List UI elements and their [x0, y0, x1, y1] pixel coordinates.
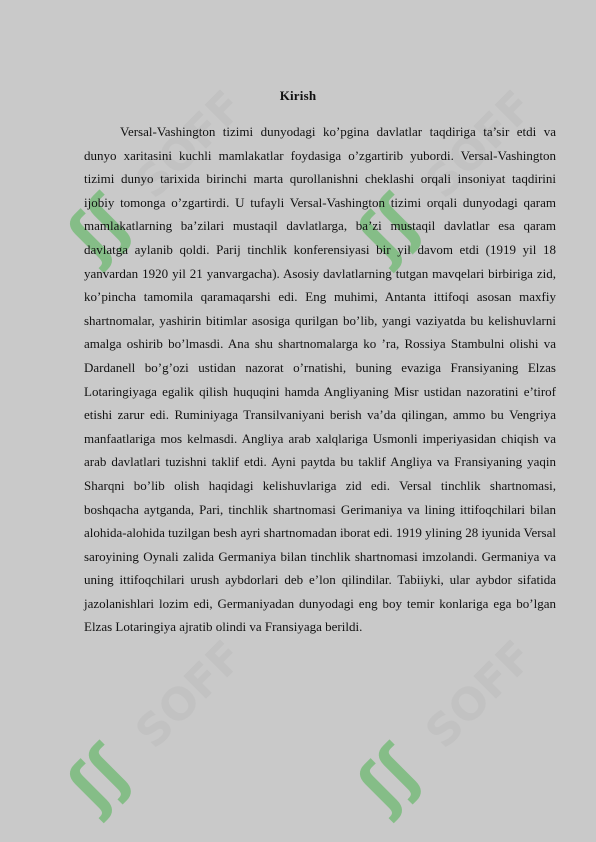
watermark-mark: ʃʃ	[54, 183, 145, 274]
watermark-logo	[330, 615, 549, 834]
svg-text:SOFF: SOFF	[415, 630, 544, 759]
svg-text:ʃʃ: ʃʃ	[344, 733, 435, 824]
svg-text:ʃʃ: ʃʃ	[344, 183, 435, 274]
watermark-text: SOFF	[125, 80, 254, 209]
watermark-logo	[40, 615, 259, 834]
page-title: Kirish	[279, 88, 317, 103]
svg-text:SOFF: SOFF	[415, 80, 544, 209]
svg-text:ʃʃ: ʃʃ	[54, 733, 145, 824]
body-paragraph: Versal-Vashington tizimi dunyodagi ko’pgina davlatlar taqdiriga ta’sir etdi va dunyo xaritasini kuchli mamlakatlar foydasiga o’zgartirib yubordi. Versal-Vashington tizimi dunyo tarixida birinchi marta qurollanishni cheklashi orqali insoniyat taqdirini ijobiy tomonga o’zgartirdi. U tufayli Versal-Vashington tizimi orqali dunyodagi qaram mamlakatlarning ba’zilari mustaqil davlatlarga, ba’zi mustaqil davlatlar esa qaram davlatga aylanib qoldi. Parij tinchlik konferensiyasi bir yil davom etdi (1919 yil 18 yanvardan 1920 yil 21 yanvargacha). Asosiy davlatlarning tutgan mavqelari birbiriga zid, ko’pincha tamomila qaramaqarshi edi. Eng muhimi, Antanta ittifoqi asosan maxfiy shartnomalar, yashirin bitimlar asosiga qurilgan bo’lib, yangi vaziyatda bu kelishuvlarni amalga oshirib bo’lmasdi. Ana shu shartnomalarga ko ’ra, Rossiya Stambulni olishi va Dardanell bo’g’ozi ustidan nazorat o’rnatishi, buning evaziga Fransiyaning Elzas Lotaringiyaga egalik qilish huquqini hamda Angliyaning Misr ustidan nazoratini e’tirof etishi zarur edi. Ruminiyaga Transilvaniyani berish va’da qilingan, ammo bu Vengriya manfaatlariga mos kelmasdi. Angliya arab xalqlariga Usmonli imperiyasidan chiqish va arab davlatlari tuzishni taklif etdi. Ayni paytda bu taklif Angliya va Fransiyaning yaqin Sharqni bo’lib olish haqidagi kelishuvlariga zid edi. Versal tinchlik shartnomasi, boshqacha aytganda, Pari, tinchlik shartnomasi Gerimaniya va lining ittifoqchilari bilan alohida-alohida tuzilgan besh ayri shartnomadan iborat edi. 1919 ylining 28 iyunida Versal saroyining Oynali zalida Germaniya bilan tinchlik shartnomasi imzolandi. Germaniya va uning ittifoqchilari urush aybdorlari deb e’lon qilindilar. Tabiiyki, ular aybdor sifatida jazolanishlari lozim edi, Germaniyadan dunyodagi eng boy temir konlariga ega bo’lgan Elzas Lotaringiya ajratib olindi va Fransiyaga berildi.	[84, 124, 556, 635]
svg-text:SOFF: SOFF	[125, 630, 254, 759]
